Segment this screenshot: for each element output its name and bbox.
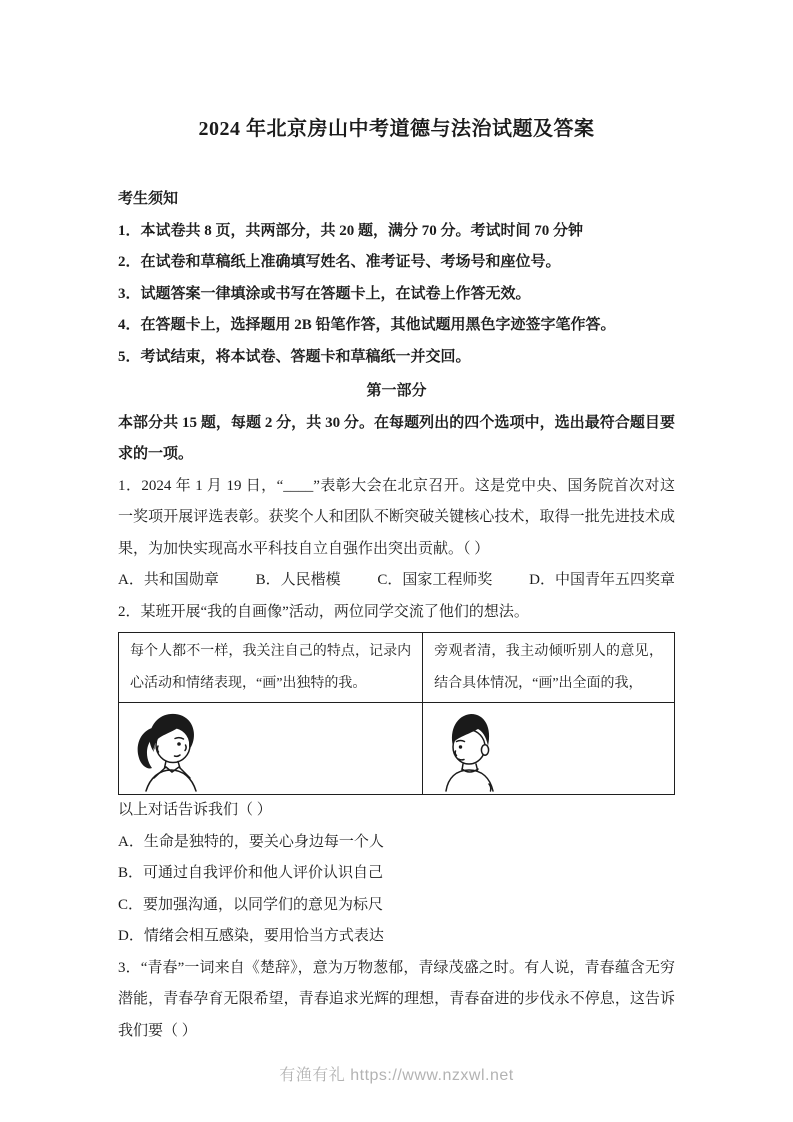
question-2-option-d: D．情绪会相互感染，要用恰当方式表达	[118, 928, 384, 944]
question-1-option-b: B．人民楷模	[255, 572, 341, 588]
notice-item-2: 2．在试卷和草稿纸上准确填写姓名、准考证号、考场号和座位号。	[118, 254, 561, 270]
question-2-question: 以上对话告诉我们（ ）	[118, 802, 272, 818]
notice-item-5: 5．考试结束，将本试卷、答题卡和草稿纸一并交回。	[118, 348, 471, 365]
notice-item-4: 4．在答题卡上，选择题用 2B 铅笔作答，其他试题用黑色字迹签字笔作答。	[118, 317, 616, 333]
question-1-option-a: A．共和国勋章	[118, 572, 219, 588]
part1-heading: 第一部分	[366, 383, 427, 399]
dialogue-left-text: 每个人都不一样，我关注自己的特点，记录内心活动和情绪表现，“画”出独特的我。	[119, 633, 423, 703]
question-2-option-c: C．要加强沟通，以同学们的意见为标尺	[118, 896, 384, 913]
page-footer: 有渔有礼 https://www.nzxwl.net	[279, 1067, 514, 1084]
dialogue-right-text: 旁观者清，我主动倾听别人的意见，结合具体情况，“画”出全面的我，	[423, 633, 675, 703]
girl-portrait-icon	[128, 708, 210, 792]
dialogue-right-image-cell	[423, 703, 675, 795]
question-2-intro: 2．某班开展“我的自画像”活动，两位同学交流了他们的想法。	[118, 603, 529, 620]
question-1-options	[118, 565, 675, 597]
dialogue-image-row	[119, 703, 675, 795]
page-title: 2024 年北京房山中考道德与法治试题及答案	[198, 118, 595, 140]
document-content	[118, 0, 675, 1047]
boy-portrait-icon	[432, 708, 510, 792]
dialogue-table	[118, 632, 675, 795]
notice-heading: 考生须知	[118, 191, 179, 207]
question-1-option-d: D．中国青年五四奖章	[529, 572, 675, 588]
question-1-option-c: C．国家工程师奖	[377, 572, 493, 588]
notice-item-3: 3．试题答案一律填涂或书写在答题卡上，在试卷上作答无效。	[118, 285, 531, 302]
dialogue-left-image-cell	[119, 703, 423, 795]
notice-item-1: 1．本试卷共 8 页，共两部分，共 20 题，满分 70 分。考试时间 70 分钟	[118, 222, 584, 239]
question-2-option-b: B．可通过自我评价和他人评价认识自己	[118, 865, 384, 881]
question-2-option-a: A．生命是独特的，要关心身边每一个人	[118, 833, 384, 850]
question-1-text: 1．2024 年 1 月 19 日，“____”表彰大会在北京召开。这是党中央、国务院首次对这一奖项开展评选表彰。获奖个人和团队不断突破关键核心技术，取得一批先进技术成果，为加快实现高水平科技自立自强作出突出贡献。（ ）	[118, 477, 675, 557]
part1-description: 本部分共 15 题，每题 2 分，共 30 分。在每题列出的四个选项中，选出最符合题目要求的一项。	[118, 414, 675, 462]
dialogue-text-row	[119, 633, 675, 703]
question-3-text: 3．“青春”一词来自《楚辞》，意为万物葱郁，青绿茂盛之时。有人说，青春蕴含无穷潜能，青春孕育无限希望，青春追求光辉的理想，青春奋进的步伐永不停息，这告诉我们要（ ）	[118, 959, 675, 1039]
